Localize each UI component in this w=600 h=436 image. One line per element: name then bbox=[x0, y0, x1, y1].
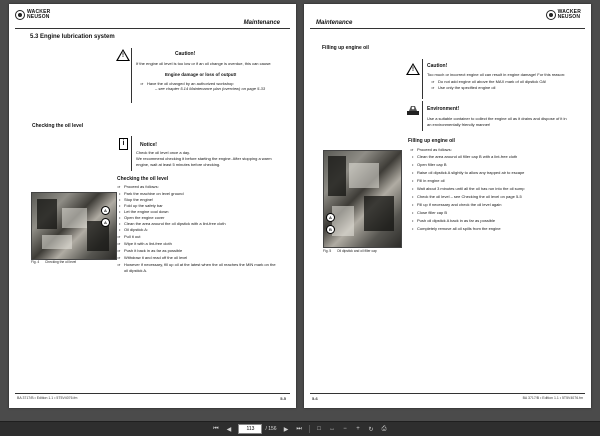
step-item: • Completely remove all oil spills from the engine bbox=[417, 226, 501, 232]
environment-title: Environment! bbox=[427, 106, 460, 112]
right-document-page bbox=[304, 4, 591, 408]
footer-rule bbox=[15, 393, 290, 394]
info-icon: i bbox=[119, 138, 128, 150]
figure-number: Fig. 4 bbox=[31, 260, 40, 264]
dip-step: ⇒ Wipe it with a lint-free cloth bbox=[124, 241, 172, 247]
warning-icon: ! bbox=[116, 49, 130, 61]
engine-photo bbox=[323, 150, 402, 248]
dip-step: ⇒ Pull it out bbox=[124, 234, 140, 240]
callout-a: A bbox=[326, 213, 335, 222]
caution-text: Too much or incorrect engine oil can result in engine damage! For this reason: bbox=[427, 72, 566, 77]
environment-icon bbox=[406, 103, 420, 115]
print-icon[interactable]: ⎙ bbox=[381, 425, 387, 432]
step-item: • Push oil dipstick A back in as far as possible bbox=[417, 218, 495, 224]
figure-caption: Oil dipstick and oil filler cap bbox=[337, 249, 377, 253]
caution-item: ⇒ Have the oil changed by an authorized workshop bbox=[147, 81, 234, 87]
caution-rule bbox=[131, 48, 132, 103]
step-item: • Raise oil dipstick A slightly to allow any trapped air to escape bbox=[417, 170, 524, 176]
page-header-title: Maintenance bbox=[316, 20, 353, 26]
wacker-neuson-logo bbox=[546, 10, 581, 20]
step-item: • Stop the engine! bbox=[124, 197, 153, 203]
subheading: Checking the oil level bbox=[32, 123, 84, 129]
callout-a2: A bbox=[101, 218, 110, 227]
figure-number: Fig. 5 bbox=[323, 249, 332, 253]
wacker-neuson-logo bbox=[15, 10, 50, 20]
figure-caption: Checking the oil level bbox=[45, 260, 77, 264]
logo-icon bbox=[546, 10, 556, 20]
notice-line: engine, wait at least 5 minutes before checking. bbox=[136, 162, 221, 167]
caution-rule bbox=[422, 59, 423, 99]
dip-step: ⇒ Push it back in as far as possible bbox=[124, 248, 182, 254]
check-title: Checking the oil level bbox=[117, 176, 169, 182]
caution-title: Caution! bbox=[427, 63, 448, 69]
toolbar-divider bbox=[309, 425, 310, 433]
caution-emphasis: Engine damage or loss of output! bbox=[165, 72, 237, 77]
callout-a: A bbox=[101, 206, 110, 215]
header-rule bbox=[15, 28, 290, 29]
fit-page-icon[interactable]: □ bbox=[317, 426, 321, 432]
notice-line: Check the oil level once a day. bbox=[136, 150, 190, 155]
fill-title: Filling up engine oil bbox=[408, 138, 455, 144]
step-item: • Fill in engine oil bbox=[417, 178, 445, 184]
caution-item: ⇒ Do not add engine oil above the MAX mark of oil dipstick OA! bbox=[438, 79, 546, 85]
caution-item: ⇒ Use only the specified engine oil bbox=[438, 85, 495, 91]
step-item: • Check the oil level – see Checking the oil level on page 5-5 bbox=[417, 194, 522, 200]
dip-step-cont: oil dipstick A. bbox=[124, 268, 148, 273]
step-item: • Oil dipstick A: bbox=[124, 227, 148, 233]
warning-icon: ! bbox=[406, 63, 420, 75]
footer-doc-id: BA 3717/B • Edition 1.1 • 5T5V4076.fm bbox=[17, 396, 78, 400]
section-title: 5.3 Engine lubrication system bbox=[30, 34, 115, 40]
logo-text-line1: WACKER bbox=[557, 9, 581, 15]
logo-text-line2: NEUSON bbox=[27, 14, 50, 20]
header-rule bbox=[310, 28, 585, 29]
step-item: • Wait about 3 minutes until all the oil has run into the oil sump bbox=[417, 186, 524, 192]
next-page-icon[interactable]: ▶ bbox=[283, 426, 289, 433]
step-item: • Clean the area around the oil dipstick with a lint-free cloth bbox=[124, 221, 226, 227]
notice-rule bbox=[131, 136, 132, 171]
environment-rule bbox=[422, 101, 423, 131]
engine-photo bbox=[31, 192, 117, 260]
logo-icon bbox=[15, 10, 25, 20]
fit-width-icon[interactable]: ↔ bbox=[329, 426, 336, 432]
step-item: • Let the engine cool down bbox=[124, 209, 168, 215]
zoom-in-icon[interactable]: + bbox=[356, 426, 360, 432]
callout-b: B bbox=[326, 225, 335, 234]
step-item: • Fill up if necessary and check the oil level again bbox=[417, 202, 502, 208]
page-header-title: Maintenance bbox=[243, 20, 280, 26]
step-item: • Open the engine cover bbox=[124, 215, 164, 221]
filling-title: Filling up engine oil bbox=[322, 45, 369, 51]
step-item: • Close filler cap B bbox=[417, 210, 447, 216]
caution-title: Caution! bbox=[175, 51, 196, 57]
footer-rule bbox=[310, 393, 585, 394]
total-pages-label: / 156 bbox=[265, 426, 277, 432]
step-item: • Fold up the safety bar bbox=[124, 203, 163, 209]
proceed-text: ⇒ Proceed as follows: bbox=[417, 147, 452, 153]
prev-page-icon[interactable]: ◀ bbox=[226, 426, 232, 433]
left-document-page bbox=[9, 4, 296, 408]
caution-text: If the engine oil level is too low or if an oil change is overdue, this can cause: bbox=[136, 61, 272, 66]
step-item: • Open filler cap B bbox=[417, 162, 447, 168]
last-page-icon[interactable]: ⏭ bbox=[296, 425, 302, 432]
page-number: 5-5 bbox=[280, 396, 286, 401]
environment-line: Use a suitable container to collect the engine oil as it drains and dispose of it in bbox=[427, 116, 567, 121]
environment-line: an environmentally friendly manner! bbox=[427, 122, 491, 127]
logo-text-line2: NEUSON bbox=[557, 14, 581, 20]
step-item: • Park the machine on level ground bbox=[124, 191, 184, 197]
rotate-icon[interactable]: ↻ bbox=[368, 426, 374, 433]
zoom-out-icon[interactable]: − bbox=[343, 426, 347, 432]
viewer-toolbar bbox=[0, 421, 600, 436]
page-number: 5-6 bbox=[312, 396, 318, 401]
first-page-icon[interactable]: ⏮ bbox=[213, 425, 219, 432]
footer-doc-id: BA 3717/B • Edition 1.1 • 5T5V4076.fm bbox=[522, 396, 583, 400]
step-item: • Clean the area around oil filler cap B with a lint-free cloth bbox=[417, 154, 517, 160]
dip-step: ⇒ Withdraw it and read off the oil level bbox=[124, 255, 187, 261]
proceed-text: ⇒ Proceed as follows: bbox=[124, 184, 159, 190]
notice-title: Notice! bbox=[140, 142, 157, 148]
logo-text-line1: WACKER bbox=[27, 9, 51, 15]
caution-link[interactable]: – see chapter 5.14 Maintenance plan (overview) on page 5-33 bbox=[155, 86, 266, 91]
notice-line: We recommend checking it before starting the engine. After stopping a warm bbox=[136, 156, 272, 161]
page-number-input[interactable]: 113 bbox=[238, 424, 262, 434]
dip-step: ⇒ However if necessary, fill up oil at the latest when the oil reaches the MIN mark on the bbox=[124, 262, 289, 268]
